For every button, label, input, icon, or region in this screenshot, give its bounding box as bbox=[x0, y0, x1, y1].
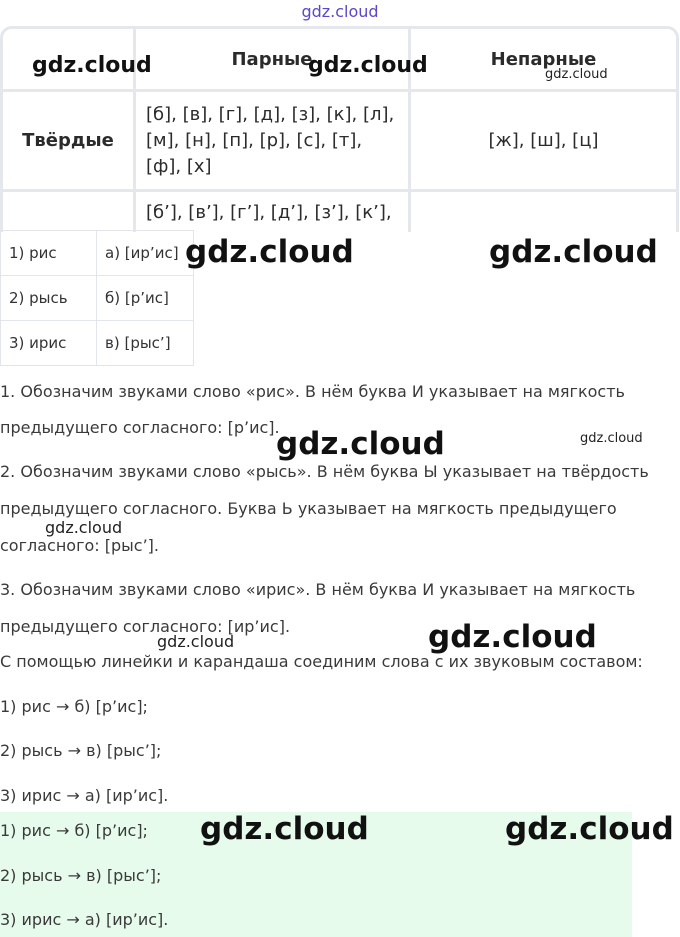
watermark: gdz.cloud bbox=[276, 426, 445, 462]
watermark: gdz.cloud bbox=[308, 53, 428, 78]
watermark: gdz.cloud bbox=[32, 53, 152, 78]
match-word: 1) рис bbox=[1, 231, 97, 276]
header-unpaired: Непарные bbox=[411, 29, 676, 92]
answer-2: 2) рысь → в) [рыс’]; bbox=[0, 741, 162, 760]
row-label-soft bbox=[3, 192, 136, 232]
row-label-hard: Твёрдые bbox=[3, 92, 136, 192]
highlight-answer-3: 3) ирис → а) [ир’ис]. bbox=[0, 910, 169, 929]
paragraph-3-line-2: предыдущего согласного: [ир’ис]. bbox=[0, 617, 291, 636]
paragraph-1-line-1: 1. Обозначим звуками слово «рис». В нём буква И указывает на мягкость bbox=[0, 382, 625, 401]
match-word: 2) рысь bbox=[1, 276, 97, 321]
table-row bbox=[1, 276, 194, 321]
match-sound: а) [ир’ис] bbox=[97, 231, 194, 276]
hard-paired-list: [б], [в], [г], [д], [з], [к], [л], [м], [н], [п], [р], [с], [т], [ф], [х] bbox=[136, 92, 411, 192]
highlight-answer-2: 2) рысь → в) [рыс’]; bbox=[0, 866, 162, 885]
table-row bbox=[1, 321, 194, 366]
site-label: gdz.cloud bbox=[301, 2, 379, 21]
watermark: gdz.cloud bbox=[157, 632, 235, 651]
intro-line: С помощью линейки и карандаша соединим слова с их звуковым составом: bbox=[0, 652, 643, 671]
watermark: gdz.cloud bbox=[545, 67, 608, 82]
match-sound: б) [р’ис] bbox=[97, 276, 194, 321]
soft-unpaired-list bbox=[411, 192, 676, 232]
paragraph-2-line-1: 2. Обозначим звуками слово «рысь». В нём буква Ы указывает на твёрдость bbox=[0, 462, 649, 481]
match-word: 3) ирис bbox=[1, 321, 97, 366]
soft-paired-list: [б’], [в’], [г’], [д’], [з’], [к’], bbox=[136, 192, 411, 232]
watermark: gdz.cloud bbox=[489, 234, 658, 270]
watermark: gdz.cloud bbox=[185, 234, 354, 270]
highlight-answer-1: 1) рис → б) [р’ис]; bbox=[0, 821, 148, 840]
watermark: gdz.cloud bbox=[505, 811, 674, 847]
watermark: gdz.cloud bbox=[428, 619, 597, 655]
paragraph-2-line-2: предыдущего согласного. Буква Ь указывает на мягкость предыдущего bbox=[0, 499, 617, 518]
matching-table bbox=[0, 230, 194, 366]
watermark: gdz.cloud bbox=[45, 518, 123, 537]
paragraph-3-line-1: 3. Обозначим звуками слово «ирис». В нём буква И указывает на мягкость bbox=[0, 580, 636, 599]
paragraph-2-line-3: согласного: [рыс’]. bbox=[0, 536, 159, 555]
watermark: gdz.cloud bbox=[200, 811, 369, 847]
paragraph-1-line-2: предыдущего согласного: [р’ис]. bbox=[0, 418, 280, 437]
header-paired: Парные bbox=[136, 29, 411, 92]
table-row bbox=[1, 231, 194, 276]
hard-unpaired-list: [ж], [ш], [ц] bbox=[411, 92, 676, 192]
answer-1: 1) рис → б) [р’ис]; bbox=[0, 697, 148, 716]
match-sound: в) [рыс’] bbox=[97, 321, 194, 366]
watermark: gdz.cloud bbox=[580, 431, 643, 446]
answer-3: 3) ирис → а) [ир’ис]. bbox=[0, 786, 169, 805]
